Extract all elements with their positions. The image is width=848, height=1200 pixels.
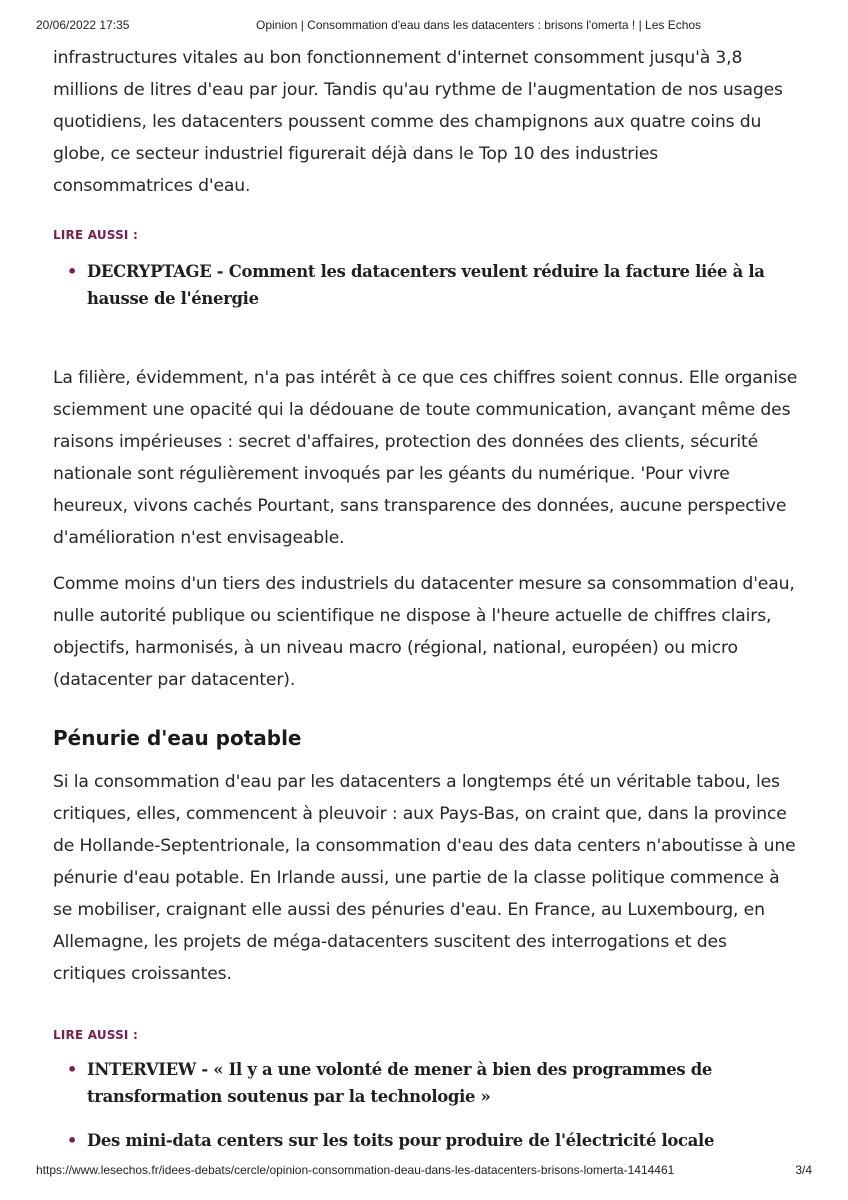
section-heading: Pénurie d'eau potable — [53, 726, 302, 750]
bullet-icon: • — [67, 1131, 77, 1150]
related-articles-list — [53, 1056, 798, 1154]
page-url[interactable]: https://www.lesechos.fr/idees-debats/cercle/opinion-consommation-deau-dans-les-datacenters-brisons-lomerta-1414461 — [36, 1163, 675, 1177]
print-header — [36, 18, 812, 34]
lire-aussi-block — [53, 1028, 798, 1154]
article-paragraph: Si la consommation d'eau par les datacenters a longtemps été un véritable tabou, les critiques, elles, commencent à pleuvoir : aux Pays-Bas, on craint que, dans la province de Hollande-Septentrionale, la consommation d'eau des data centers n'aboutisse à une pénurie d'eau potable. En Irlande aussi, une partie de la classe politique commence à se mobiliser, craignant elle aussi des pénuries d'eau. En France, au Luxembourg, en Allemagne, les projets de méga-datacenters suscitent des interrogations et des critiques croissantes. — [53, 772, 796, 984]
related-article-item[interactable] — [53, 1127, 798, 1154]
print-date: 20/06/2022 17:35 — [36, 18, 130, 32]
related-article-link[interactable]: Des mini-data centers sur les toits pour produire de l'électricité locale — [87, 1131, 715, 1150]
page-number: 3/4 — [795, 1163, 812, 1177]
related-article-link[interactable]: DECRYPTAGE - Comment les datacenters veulent réduire la facture liée à la hausse de l'énergie — [87, 262, 765, 308]
bullet-icon: • — [67, 262, 77, 281]
print-page-title: Opinion | Consommation d'eau dans les datacenters : brisons l'omerta ! | Les Echos — [256, 18, 702, 32]
article-paragraph: Comme moins d'un tiers des industriels du datacenter mesure sa consommation d'eau, nulle autorité publique ou scientifique ne dispose à l'heure actuelle de chiffres clairs, objectifs, harmonisés, à un niveau macro (régional, national, européen) ou micro (datacenter par datacenter). — [53, 574, 795, 690]
article-paragraph: infrastructures vitales au bon fonctionnement d'internet consomment jusqu'à 3,8 millions de litres d'eau par jour. Tandis qu'au rythme de l'augmentation de nos usages quotidiens, les datacenters poussent comme des champignons aux quatre coins du globe, ce secteur industriel figurerait déjà dans le Top 10 des industries consommatrices d'eau. — [53, 48, 783, 196]
related-articles-list — [53, 258, 798, 312]
bullet-icon: • — [67, 1060, 77, 1079]
article-body — [53, 42, 798, 1154]
lire-aussi-label: LIRE AUSSI : — [53, 1028, 138, 1042]
print-footer — [36, 1163, 812, 1179]
article-paragraph: La filière, évidemment, n'a pas intérêt à ce que ces chiffres soient connus. Elle organise sciemment une opacité qui la dédouane de toute communication, avançant même des raisons impérieuses : secret d'affaires, protection des données des clients, sécurité nationale sont régulièrement invoqués par les géants du numérique. 'Pour vivre heureux, vivons cachés Pourtant, sans transparence des données, aucune perspective d'amélioration n'est envisageable. — [53, 368, 798, 548]
related-article-link[interactable]: INTERVIEW - « Il y a une volonté de mener à bien des programmes de transformation soutenus par la technologie » — [87, 1060, 713, 1106]
lire-aussi-block — [53, 228, 798, 312]
lire-aussi-label: LIRE AUSSI : — [53, 228, 138, 242]
related-article-item[interactable] — [53, 258, 798, 312]
related-article-item[interactable] — [53, 1056, 798, 1110]
